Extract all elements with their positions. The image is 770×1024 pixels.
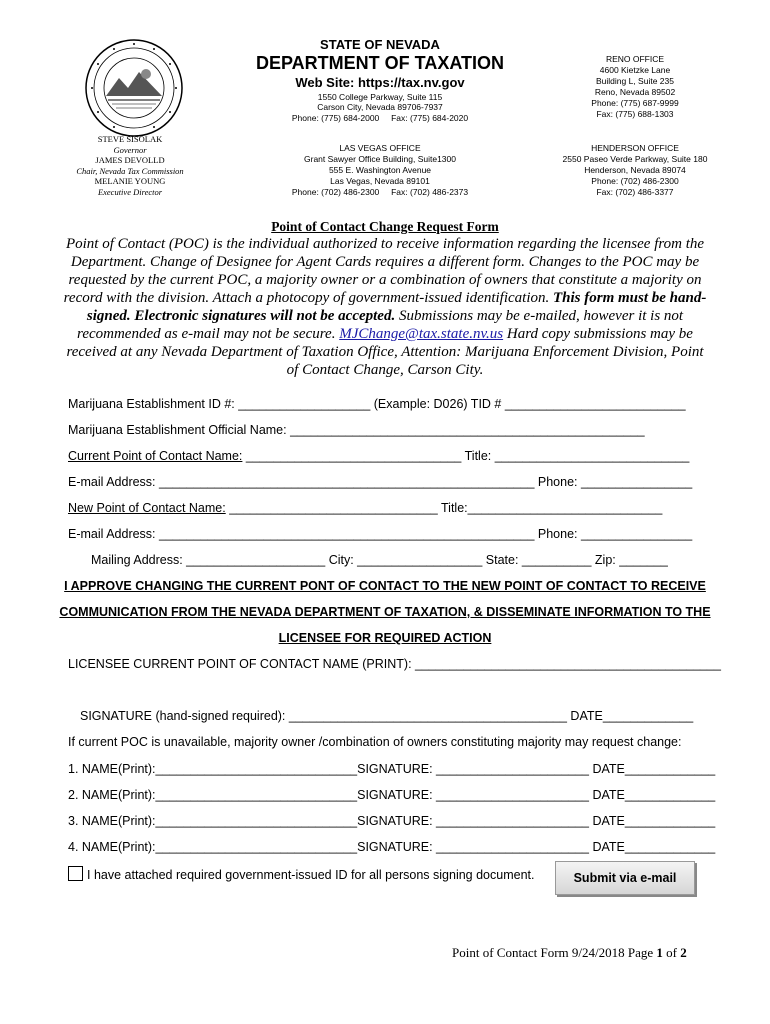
page-total: 2 bbox=[680, 945, 687, 960]
lv-line: Grant Sawyer Office Building, Suite1300 bbox=[304, 154, 456, 164]
lv-line: LAS VEGAS OFFICE bbox=[339, 143, 421, 153]
owner-row-3[interactable]: 3. NAME(Print):_____________________________SIGNATURE: ______________________ DATE_____________ bbox=[68, 814, 716, 828]
id-attached-label: I have attached required government-issued ID for all persons signing document. bbox=[87, 868, 535, 882]
website: Web Site: https://tax.nv.gov bbox=[295, 75, 465, 90]
henderson-line: 2550 Paseo Verde Parkway, Suite 180 bbox=[562, 154, 708, 164]
lv-line: Phone: (702) 486-2300 Fax: (702) 486-2373 bbox=[291, 187, 469, 197]
henderson-line: Phone: (702) 486-2300 bbox=[591, 176, 679, 186]
official-name-field[interactable]: Marijuana Establishment Official Name: ___________________________________________________ bbox=[68, 423, 645, 437]
reno-line: Phone: (775) 687-9999 bbox=[591, 98, 679, 108]
page-footer bbox=[452, 945, 687, 961]
intro-paragraph bbox=[62, 235, 708, 379]
signature-field[interactable]: SIGNATURE (hand-signed required): ________________________________________ DATE_____________ bbox=[80, 709, 694, 723]
current-poc-label: Current Point of Contact Name: bbox=[68, 449, 243, 463]
main-address-line1: 1550 College Parkway, Suite 115 bbox=[317, 92, 443, 102]
director-title: Executive Director bbox=[97, 186, 163, 197]
lv-line: 555 E. Washington Avenue bbox=[328, 165, 432, 175]
approval-line-3: LICENSEE FOR REQUIRED ACTION bbox=[278, 631, 492, 645]
id-attached-checkbox[interactable] bbox=[68, 866, 83, 881]
reno-line: RENO OFFICE bbox=[605, 54, 665, 64]
new-poc-blanks: ______________________________ Title:____________________________ bbox=[225, 501, 663, 515]
main-phone: Phone: (775) 684-2000 Fax: (775) 684-2020 bbox=[291, 113, 469, 123]
current-poc-field[interactable] bbox=[68, 449, 689, 463]
intro-text: Submissions may be e-mailed, however it is not recommended as e-mail may not be secure. bbox=[77, 308, 684, 342]
current-poc-blanks: _______________________________ Title: ____________________________ bbox=[242, 449, 690, 463]
lv-line: Las Vegas, Nevada 89101 bbox=[330, 176, 430, 186]
approval-line-2: COMMUNICATION FROM THE NEVADA DEPARTMENT OF TAXATION, & DISSEMINATE INFORMATION TO THE bbox=[59, 605, 711, 619]
henderson-office bbox=[540, 143, 730, 198]
reno-line: Fax: (775) 688-1303 bbox=[596, 109, 674, 119]
henderson-line: HENDERSON OFFICE bbox=[591, 143, 679, 153]
licensee-poc-name-field[interactable]: LICENSEE CURRENT POINT OF CONTACT NAME (PRINT): ____________________________________________ bbox=[68, 657, 721, 671]
reno-line: Building L, Suite 235 bbox=[596, 76, 674, 86]
footer-text: Point of Contact Form 9/24/2018 Page bbox=[452, 945, 657, 960]
governor-name: STEVE SISOLAK bbox=[97, 134, 163, 144]
form-title: Point of Contact Change Request Form bbox=[271, 219, 499, 234]
new-poc-field[interactable] bbox=[68, 501, 662, 515]
email-link[interactable]: MJChange@tax.state.nv.us bbox=[339, 326, 504, 342]
owner-row-1[interactable]: 1. NAME(Print):_____________________________SIGNATURE: ______________________ DATE_____________ bbox=[68, 762, 716, 776]
director-name: MELANIE YOUNG bbox=[94, 176, 166, 186]
chair-name: JAMES DEVOLLD bbox=[95, 155, 165, 165]
page-number: 1 bbox=[656, 945, 663, 960]
henderson-line: Henderson, Nevada 89074 bbox=[584, 165, 686, 175]
governor-title: Governor bbox=[113, 144, 147, 155]
mailing-address-field[interactable]: Mailing Address: ____________________ City: __________________ State: __________ Zip: _______ bbox=[91, 553, 668, 567]
main-address-line2: Carson City, Nevada 89706-7937 bbox=[317, 102, 443, 112]
nevada-state-seal bbox=[84, 38, 184, 138]
new-poc-label: New Point of Contact Name: bbox=[68, 501, 226, 515]
department-title: DEPARTMENT OF TAXATION bbox=[256, 53, 504, 73]
approval-line-1: I APPROVE CHANGING THE CURRENT PONT OF CONTACT TO THE NEW POINT OF CONTACT TO RECEIVE bbox=[64, 579, 706, 593]
footer-of: of bbox=[662, 945, 681, 960]
state-title: STATE OF NEVADA bbox=[320, 37, 440, 52]
officials bbox=[55, 134, 205, 197]
reno-office bbox=[555, 54, 715, 120]
new-email-field[interactable]: E-mail Address: ______________________________________________________ Phone: ________________ bbox=[68, 527, 693, 541]
id-attached-row bbox=[68, 866, 534, 882]
las-vegas-office bbox=[270, 143, 490, 198]
establishment-id-field[interactable]: Marijuana Establishment ID #: ___________________ (Example: D026) TID # __________________________ bbox=[68, 397, 686, 411]
majority-note: If current POC is unavailable, majority owner /combination of owners constituting majority may request change: bbox=[68, 735, 682, 749]
reno-line: Reno, Nevada 89502 bbox=[594, 87, 676, 97]
current-email-field[interactable]: E-mail Address: ______________________________________________________ Phone: ________________ bbox=[68, 475, 693, 489]
reno-line: 4600 Kietzke Lane bbox=[599, 65, 671, 75]
intro-text: Hard copy submissions may be received at any Nevada Department of Taxation Office, Attention: Marijuana Enforcement Division, Point of Contact Change, Carson City. bbox=[66, 326, 704, 378]
owner-row-4[interactable]: 4. NAME(Print):_____________________________SIGNATURE: ______________________ DATE_____________ bbox=[68, 840, 716, 854]
chair-title: Chair, Nevada Tax Commission bbox=[76, 165, 184, 176]
owner-row-2[interactable]: 2. NAME(Print):_____________________________SIGNATURE: ______________________ DATE_____________ bbox=[68, 788, 716, 802]
submit-email-button[interactable]: Submit via e-mail bbox=[555, 861, 695, 895]
henderson-line: Fax: (702) 486-3377 bbox=[596, 187, 674, 197]
intro-text: Point of Contact (POC) is the individual authorized to receive information regarding the licensee from the Department. Change of Designee for Agent Cards requires a different form. Changes to the POC may be requested by the current POC, a majority owner or a combination of owners that constitute a majority on record with the division. Attach a photocopy of government-issued identification. bbox=[63, 236, 705, 306]
intro-bold: This form must be hand-signed. Electronic signatures will not be accepted. bbox=[86, 290, 707, 324]
